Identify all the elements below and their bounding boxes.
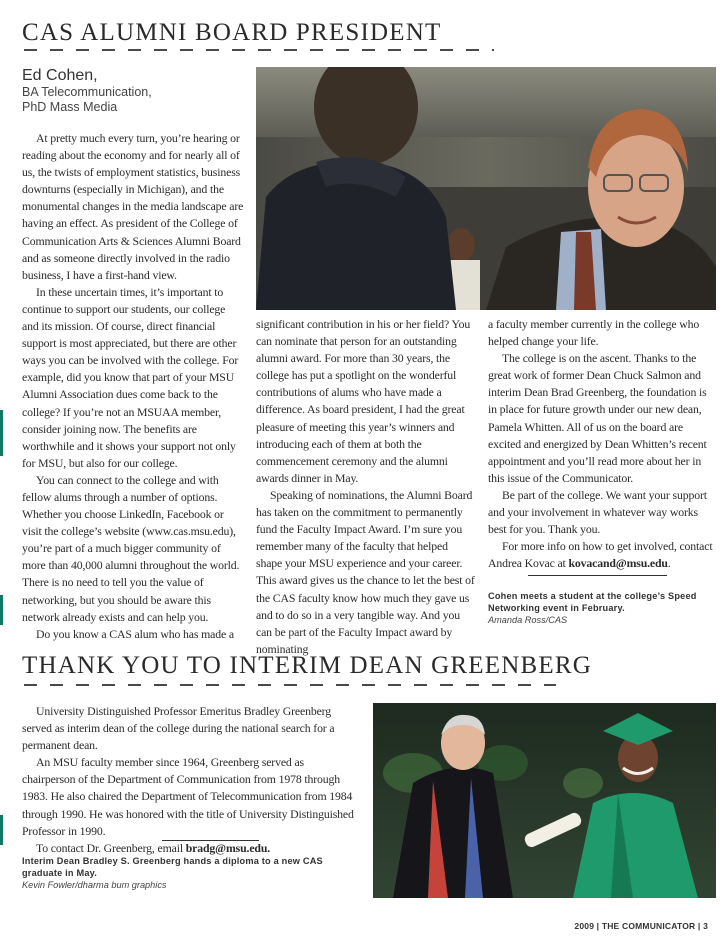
contact-prefix: Andrea Kovac at xyxy=(488,556,569,571)
photo-credit: Amanda Ross/CAS xyxy=(488,615,568,625)
contact-email-link[interactable]: bradg@msu.edu. xyxy=(185,840,271,855)
article-column-2 xyxy=(256,316,476,658)
cohen-networking-photo xyxy=(256,67,716,310)
caption-rule xyxy=(528,575,667,576)
photo-credit: Kevin Fowler/dharma bum graphics xyxy=(22,880,167,890)
paragraph: Speaking of nominations, the Alumni Board has taken on the commitment to permanently fund the Faculty Impact Award. I’m sure you remember many of the faculty that helped shape your MSU experience and your career. This award gives us the chance to let the best of the CAS faculty know how much they gave us and to do so in a very tangible way. And you can be part of the Faculty Impact award by nominating xyxy=(256,487,475,656)
article-column-1 xyxy=(22,130,244,643)
byline xyxy=(22,67,222,115)
caption-rule xyxy=(162,840,259,841)
page-footer: 2009 | THE COMMUNICATOR | 3 xyxy=(574,921,708,931)
paragraph: Do you know a CAS alum who has made a xyxy=(36,626,234,641)
contact-line xyxy=(488,555,716,572)
photo-caption-2 xyxy=(22,855,352,891)
photo-caption-1 xyxy=(488,590,716,626)
author-name: Ed Cohen, xyxy=(22,67,98,84)
greenberg-article xyxy=(22,703,354,857)
contact-prefix: To contact Dr. Greenberg, email xyxy=(36,840,186,855)
paragraph: In these uncertain times, it’s important to continue to support our students, our college and its mission. Of course, direct financial support is most appreciated, but there are other ways you can be involved with the college. For example, did you know that part of your MSU Alumni Association dues come back to the college? If you’re not an MSUAA member, consider joining now. The benefits are worthwhile and it shows your support not only for MSU, but also for our college. xyxy=(22,284,239,470)
edge-accent-mark xyxy=(0,595,3,625)
greenberg-diploma-photo xyxy=(373,703,716,898)
heading-dashed-rule xyxy=(24,49,494,51)
heading-dashed-rule xyxy=(24,684,556,686)
edge-accent-mark xyxy=(0,815,3,845)
article-column-3 xyxy=(488,316,716,572)
paragraph: At pretty much every turn, you’re hearing or reading about the economy and for nearly all of us, the twists of employment statistics, business downturns (especially in Michigan), and the monumental changes in the media landscape are having an effect. As president of the College of Communication Arts & Sciences Alumni Board and as someone directly involved in the radio business, I have a first-hand view. xyxy=(22,131,244,282)
paragraph: Be part of the college. We want your support and your involvement in whatever way works best for you. Thank you. xyxy=(488,487,707,537)
paragraph: For more info on how to get involved, contact xyxy=(502,539,713,554)
paragraph: You can connect to the college and with fellow alums through a number of options. Whether you choose LinkedIn, Facebook or visit the college’s website (www.cas.msu.edu), you’re part of a much bigger community of more than 40,000 alumni throughout the world. There is no need to tell you the value of networking, but you should be aware this network already exists and can help you. xyxy=(22,472,240,624)
author-degree-1: BA Telecommunication, xyxy=(22,85,152,99)
contact-email-link[interactable]: kovacand@msu.edu xyxy=(568,556,668,571)
paragraph: The college is on the ascent. Thanks to the great work of former Dean Chuck Salmon and interim Dean Brad Greenberg, the foundation is in place for future growth under our new dean, Pamela Whitten. All of us on the board are excited and energized by Dean Whitten’s recent appointment and you’ll read more about her in this issue of the Communicator. xyxy=(488,351,707,485)
caption-text: Cohen meets a student at the college’s Speed Networking event in February. xyxy=(488,591,697,613)
caption-text: Interim Dean Bradley S. Greenberg hands a diploma to a new CAS graduate in May. xyxy=(22,856,323,878)
paragraph: a faculty member currently in the college who helped change your life. xyxy=(488,317,700,349)
paragraph: An MSU faculty member since 1964, Greenberg served as chairperson of the Department of Communication from 1978 through 1983. He also chaired the Department of Telecommunication from 1984 through 1990. He was honored with the title of University Distinguished Professor in 1990. xyxy=(22,755,354,838)
author-degree-2: PhD Mass Media xyxy=(22,100,118,114)
contact-suffix: . xyxy=(667,556,671,571)
paragraph: significant contribution in his or her field? You can nominate that person for an outstanding alumni award. For more than 30 years, the college has put a spotlight on the wonderful contributions of alums who have made a difference. As board president, I had the great pleasure of meeting this year’s winners and introducing each of them at both the commencement ceremony and the alumni awards dinner in May. xyxy=(256,317,471,485)
paragraph: University Distinguished Professor Emeritus Bradley Greenberg served as interim dean of the college during the national search for a permanent dean. xyxy=(22,704,335,753)
edge-accent-mark xyxy=(0,410,3,456)
section-title-thank-you: THANK YOU TO INTERIM DEAN GREENBERG xyxy=(22,652,592,679)
section-title-alumni-board: CAS ALUMNI BOARD PRESIDENT xyxy=(22,19,442,46)
